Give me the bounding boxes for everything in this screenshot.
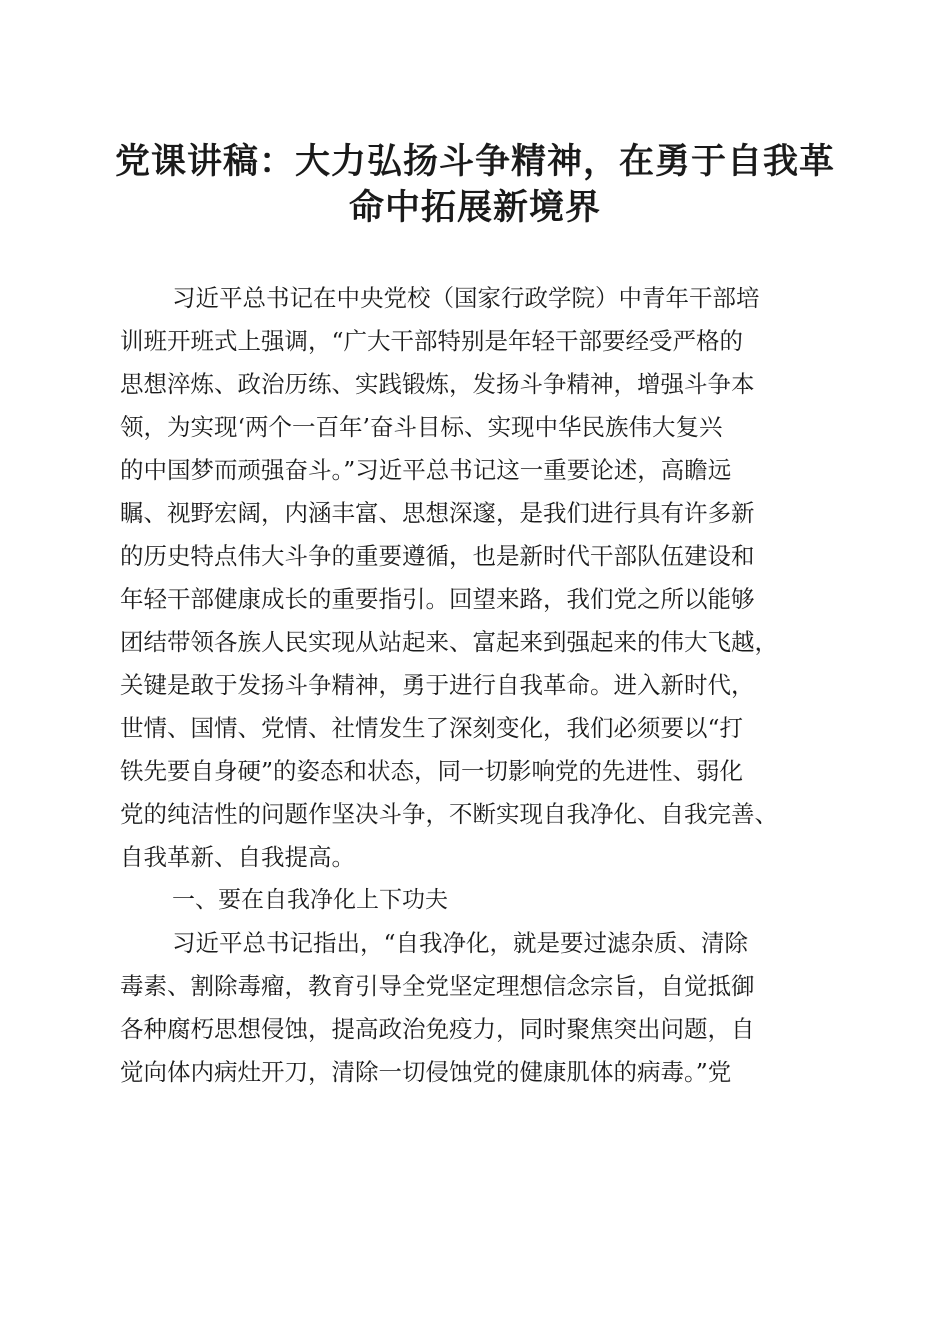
paragraph-line: 的中国梦而顽强奋斗。”习近平总书记这一重要论述，高瞻远 <box>120 456 732 484</box>
paragraph-line: 习近平总书记在中央党校（国家行政学院）中青年干部培 <box>172 284 760 312</box>
paragraph-line: 党的纯洁性的问题作坚决斗争，不断实现自我净化、自我完善、 <box>120 800 778 828</box>
section-heading: 一、要在自我净化上下功夫 <box>172 887 448 913</box>
paragraph-line: 觉向体内病灶开刀，清除一切侵蚀党的健康肌体的病毒。”党 <box>120 1058 732 1086</box>
paragraph-line: 毒素、割除毒瘤，教育引导全党坚定理想信念宗旨，自觉抵御 <box>120 972 755 1000</box>
paragraph-line: 领，为实现‘两个一百年’奋斗目标、实现中华民族伟大复兴 <box>120 413 723 441</box>
paragraph-line: 关键是敢于发扬斗争精神，勇于进行自我革命。进入新时代， <box>120 671 755 699</box>
paragraph-line: 团结带领各族人民实现从站起来、富起来到强起来的伟大飞越， <box>120 628 778 656</box>
paragraph-line: 思想淬炼、政治历练、实践锻炼，发扬斗争精神，增强斗争本 <box>120 370 755 398</box>
paragraph-line: 的历史特点伟大斗争的重要遵循，也是新时代干部队伍建设和 <box>120 542 755 570</box>
paragraph-line: 训班开班式上强调，“广大干部特别是年轻干部要经受严格的 <box>120 327 744 355</box>
paragraph-line: 世情、国情、党情、社情发生了深刻变化，我们必须要以“打 <box>120 714 744 742</box>
document-title-line-1: 党课讲稿：大力弘扬斗争精神，在勇于自我革 <box>114 141 835 182</box>
paragraph-line: 年轻干部健康成长的重要指引。回望来路，我们党之所以能够 <box>120 585 755 613</box>
document-title-line-2: 命中拓展新境界 <box>348 187 601 228</box>
paragraph-line: 习近平总书记指出，“自我净化，就是要过滤杂质、清除 <box>172 929 749 957</box>
paragraph-line: 各种腐朽思想侵蚀，提高政治免疫力，同时聚焦突出问题，自 <box>120 1015 755 1043</box>
paragraph-line: 自我革新、自我提高。 <box>120 843 355 871</box>
paragraph-line: 铁先要自身硬”的姿态和状态，同一切影响党的先进性、弱化 <box>120 757 744 785</box>
paragraph-line: 瞩、视野宏阔，内涵丰富、思想深邃，是我们进行具有许多新 <box>120 499 755 527</box>
